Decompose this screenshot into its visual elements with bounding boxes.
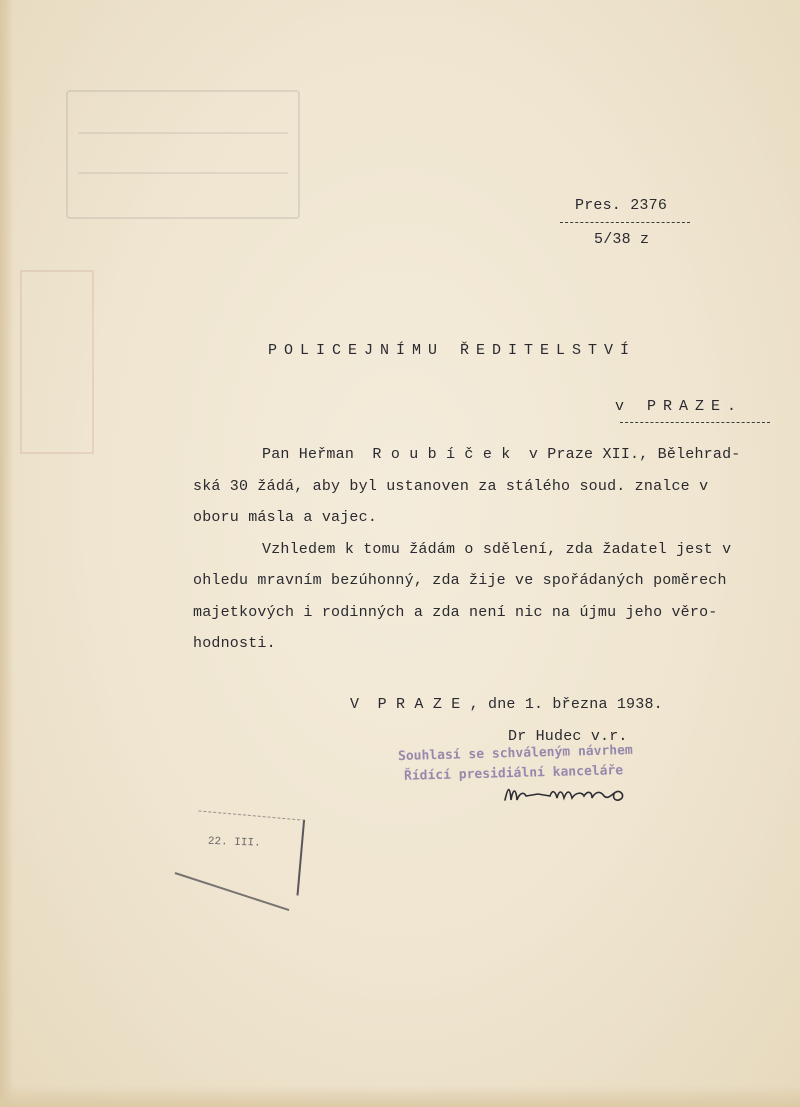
- body-line: ská 30 žádá, aby byl ustanoven za stálého soud. znalce v: [193, 478, 709, 495]
- signatory: Dr Hudec v.r.: [508, 728, 628, 745]
- reference-number: Pres. 2376: [575, 197, 668, 214]
- reference-divider: [560, 222, 690, 223]
- approval-stamp-line2: Řídící presidiální kanceláře: [403, 763, 624, 784]
- body-line: hodnosti.: [193, 635, 276, 652]
- addressee-line1: POLICEJNÍMU ŘEDITELSTVÍ: [268, 342, 637, 359]
- addressee-underline: [620, 422, 770, 423]
- paper-edge-bottom: [0, 1085, 800, 1107]
- faint-registry-mark: [20, 270, 94, 454]
- body-line: Vzhledem k tomu žádám o sdělení, zda žadatel jest v: [262, 541, 732, 558]
- reference-sub: 5/38 z: [594, 231, 650, 248]
- place-date: V P R A Z E , dne 1. března 1938.: [350, 696, 663, 713]
- body-line: ohledu mravním bezúhonný, zda žije ve spořádaných poměrech: [193, 572, 727, 589]
- handwritten-signature: [500, 778, 650, 808]
- body-line: oboru másla a vajec.: [193, 509, 378, 526]
- body-line: Pan Heřman R o u b í č e k v Praze XII., Bělehrad-: [262, 446, 741, 463]
- received-stamp-date: 22. III.: [207, 835, 261, 850]
- addressee-line2: v PRAZE.: [615, 398, 744, 415]
- paper-edge-left: [0, 0, 14, 1107]
- faint-archive-stamp: [66, 90, 300, 219]
- body-line: majetkových i rodinných a zda není nic na újmu jeho věro-: [193, 604, 718, 621]
- approval-stamp-line1: Souhlasí se schváleným návrhem: [397, 742, 633, 765]
